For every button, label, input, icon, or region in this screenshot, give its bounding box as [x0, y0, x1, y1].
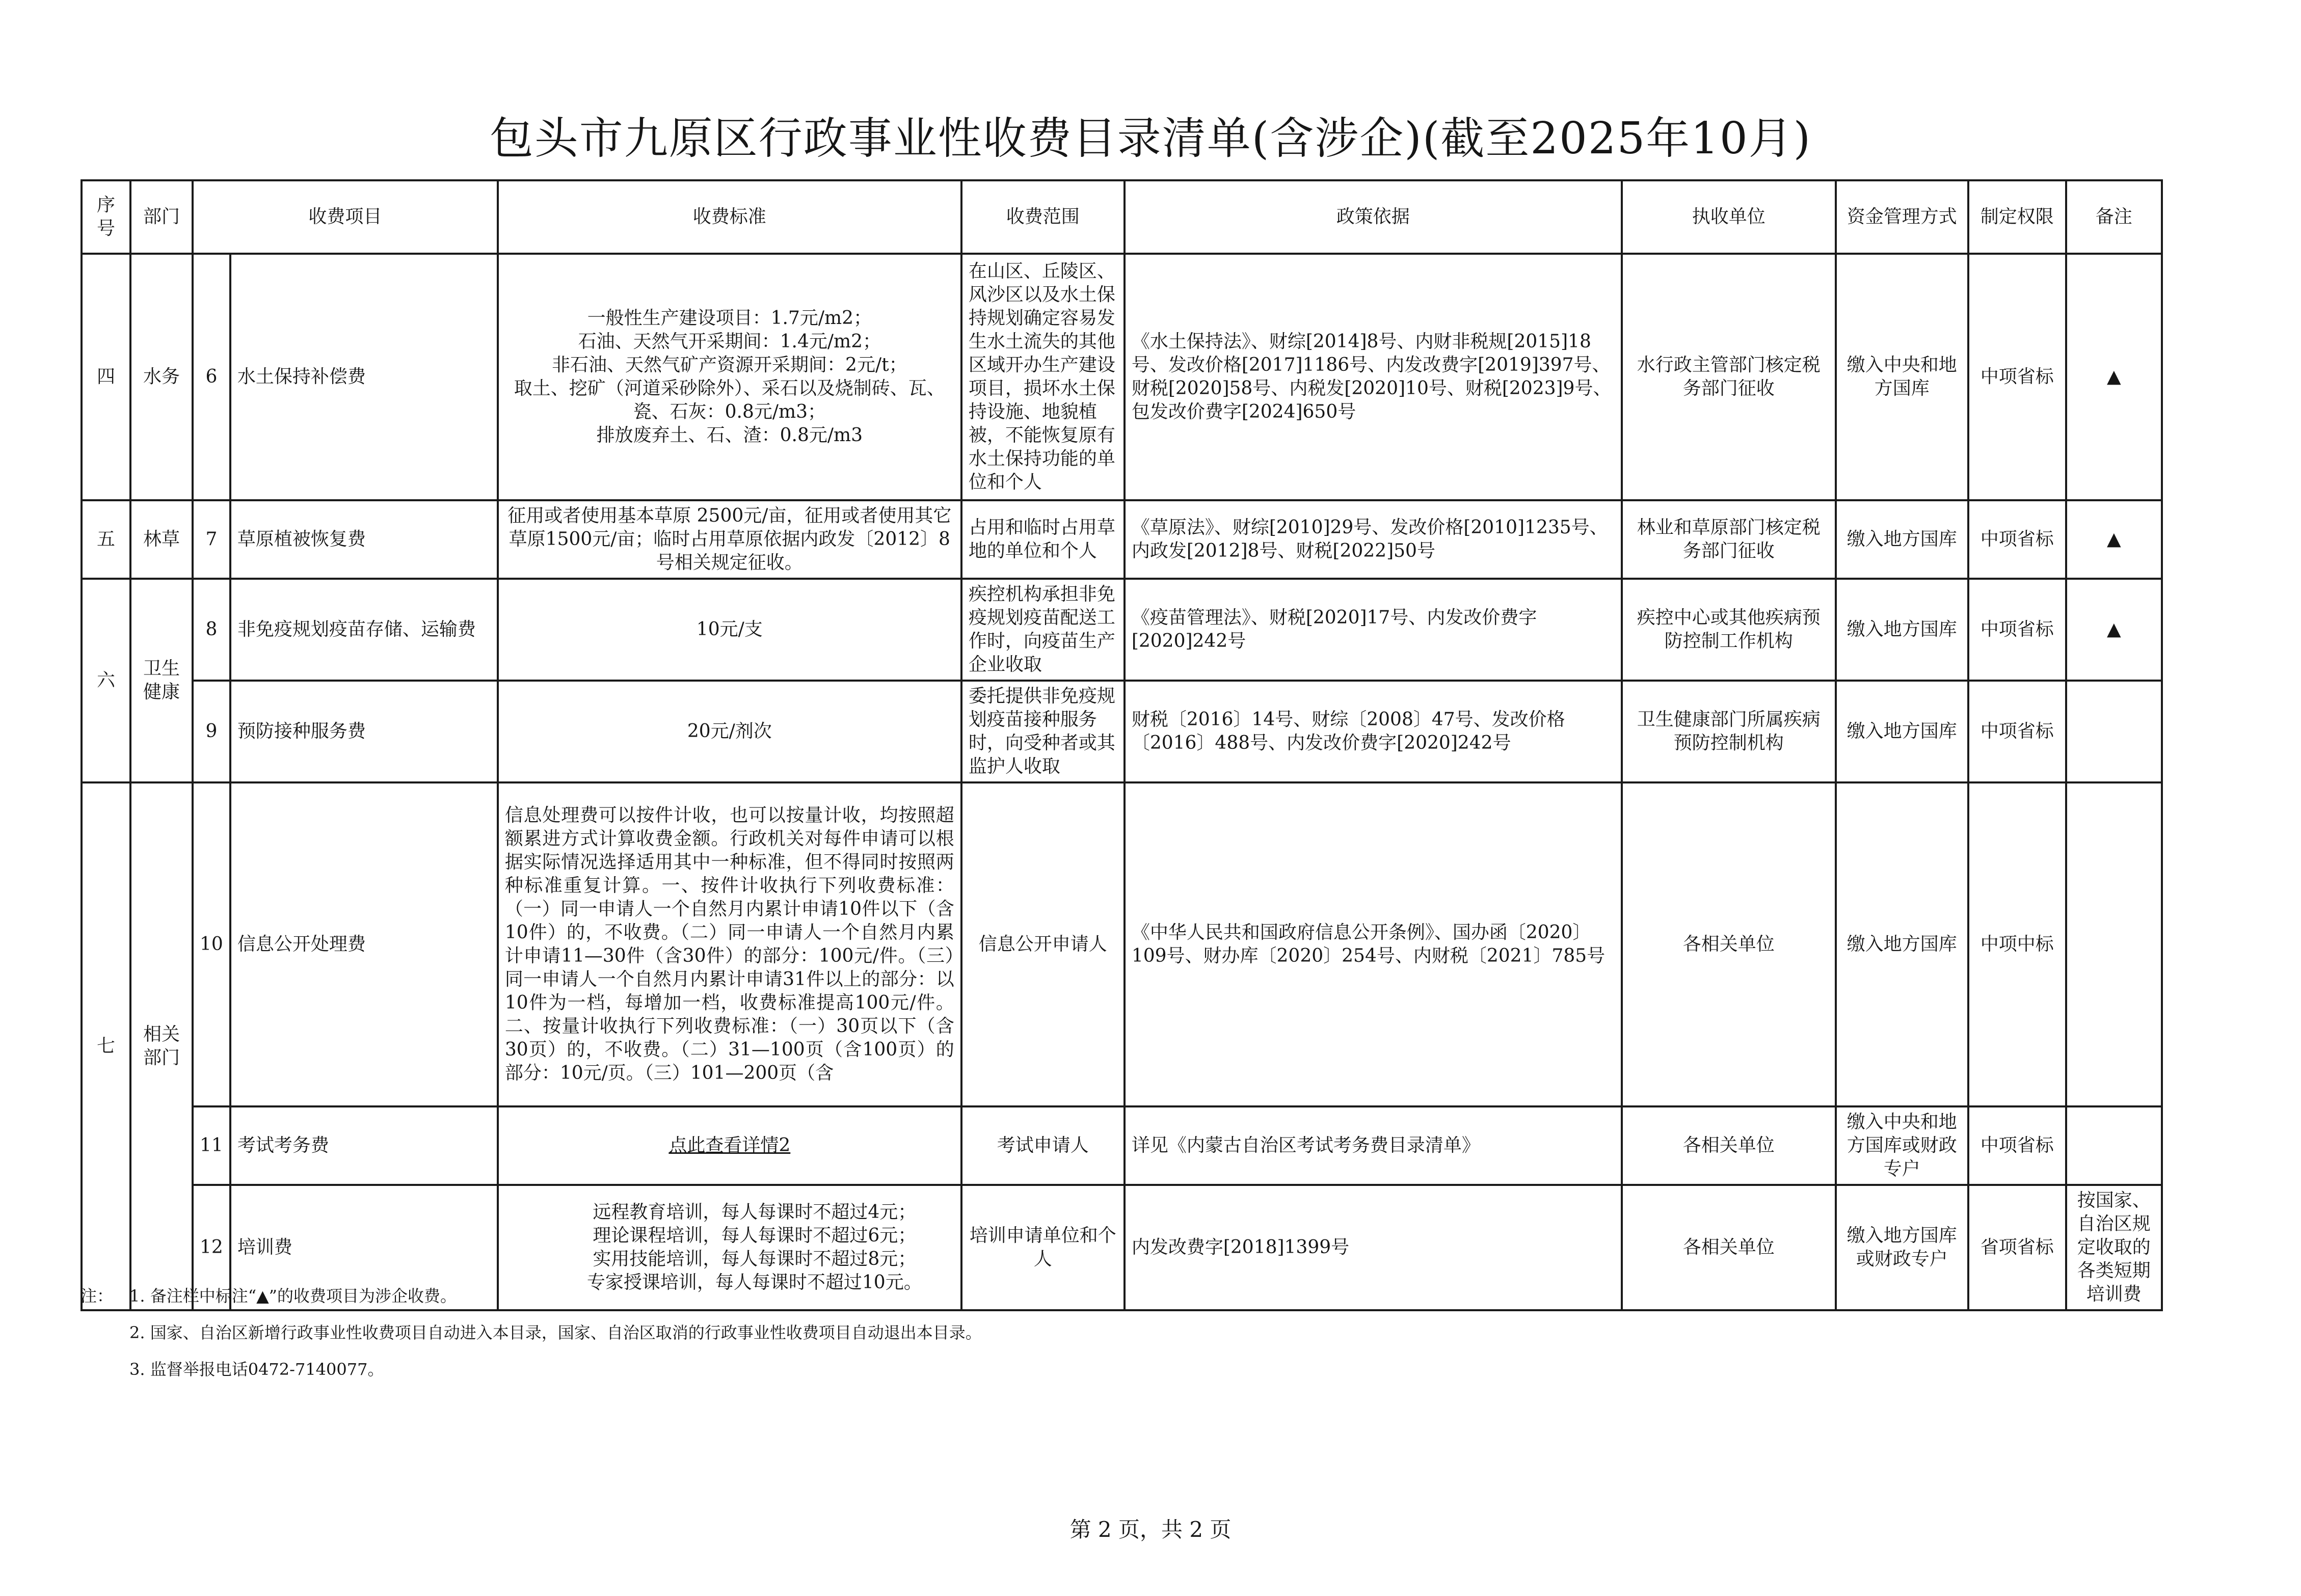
group-seq: 五	[82, 500, 130, 579]
header-seq: 序号	[82, 180, 130, 254]
remark-text: 按国家、自治区规定收取的各类短期培训费	[2066, 1185, 2162, 1310]
fee-scope: 委托提供非免疫规划疫苗接种服务时，向受种者或其监护人收取	[961, 681, 1125, 782]
group-seq: 七	[82, 782, 130, 1310]
group-dept: 水务	[130, 254, 193, 500]
fund-management: 缴入中央和地方国库	[1836, 254, 1968, 500]
fund-management: 缴入地方国库或财政专户	[1836, 1185, 1968, 1310]
row-number: 12	[193, 1185, 230, 1310]
group-seq: 四	[82, 254, 130, 500]
note-item	[81, 1351, 2220, 1388]
fee-scope: 疾控机构承担非免疫规划疫苗配送工作时，向疫苗生产企业收取	[961, 579, 1125, 681]
header-collector: 执收单位	[1622, 180, 1836, 254]
fee-item: 预防接种服务费	[230, 681, 498, 782]
collecting-unit: 各相关单位	[1622, 1106, 1836, 1185]
pricing-authority: 省项省标	[1968, 1185, 2066, 1310]
header-item: 收费项目	[193, 180, 498, 254]
header-basis: 政策依据	[1125, 180, 1622, 254]
notes-section	[81, 1278, 2220, 1388]
table-row	[82, 1106, 2162, 1185]
document-title: 包头市九原区行政事业性收费目录清单(含涉企)(截至2025年10月)	[489, 113, 1812, 164]
standard-line: 取土、挖矿（河道采砂除外）、采石以及烧制砖、瓦、瓷、石灰：0.8元/m3；	[514, 378, 945, 422]
note-item	[81, 1314, 2220, 1351]
fee-standard: 20元/剂次	[498, 681, 961, 782]
enterprise-fee-mark: ▲	[2066, 579, 2162, 681]
fee-scope: 信息公开申请人	[961, 782, 1125, 1106]
fund-management: 缴入地方国库	[1836, 500, 1968, 579]
fee-scope: 在山区、丘陵区、风沙区以及水土保持规划确定容易发生水土流失的其他区域开办生产建设项目，损坏水土保持设施、地貌植被，不能恢复原有水土保持功能的单位和个人	[961, 254, 1125, 500]
pricing-authority: 中项省标	[1968, 254, 2066, 500]
header-fund: 资金管理方式	[1836, 180, 1968, 254]
standard-line: 专家授课培训，每人每课时不超过10元。	[586, 1272, 922, 1293]
row-number: 6	[193, 254, 230, 500]
collecting-unit: 各相关单位	[1622, 1185, 1836, 1310]
row-number: 10	[193, 782, 230, 1106]
policy-basis: 财税〔2016〕14号、财综〔2008〕47号、发改价格〔2016〕488号、内发改价费字[2020]242号	[1125, 681, 1622, 782]
fee-item: 培训费	[230, 1185, 498, 1310]
fund-management: 缴入地方国库	[1836, 681, 1968, 782]
fund-management: 缴入中央和地方国库或财政专户	[1836, 1106, 1968, 1185]
fee-item: 考试考务费	[230, 1106, 498, 1185]
fee-scope: 考试申请人	[961, 1106, 1125, 1185]
fee-standard: 10元/支	[498, 579, 961, 681]
group-dept: 相关部门	[130, 782, 193, 1310]
note-item	[81, 1278, 2220, 1314]
policy-basis: 《草原法》、财综[2010]29号、发改价格[2010]1235号、内政发[2012]8号、财税[2022]50号	[1125, 500, 1622, 579]
enterprise-fee-mark	[2066, 681, 2162, 782]
collecting-unit: 水行政主管部门核定税务部门征收	[1622, 254, 1836, 500]
standard-line: 远程教育培训，每人每课时不超过4元；	[593, 1202, 917, 1223]
pricing-authority: 中项省标	[1968, 1106, 2066, 1185]
fund-management: 缴入地方国库	[1836, 579, 1968, 681]
fund-management: 缴入地方国库	[1836, 782, 1968, 1106]
group-dept: 林草	[130, 500, 193, 579]
page-number: 第 2 页，共 2 页	[1069, 1517, 1232, 1542]
enterprise-fee-mark	[2066, 782, 2162, 1106]
policy-basis: 详见《内蒙古自治区考试考务费目录清单》	[1125, 1106, 1622, 1185]
group-dept: 卫生健康	[130, 579, 193, 782]
fee-scope: 占用和临时占用草地的单位和个人	[961, 500, 1125, 579]
fee-item: 草原植被恢复费	[230, 500, 498, 579]
fee-item: 非免疫规划疫苗存储、运输费	[230, 579, 498, 681]
standard-line: 排放废弃土、石、渣：0.8元/m3	[596, 425, 863, 446]
pricing-authority: 中项省标	[1968, 500, 2066, 579]
collecting-unit: 卫生健康部门所属疾病预防控制机构	[1622, 681, 1836, 782]
collecting-unit: 各相关单位	[1622, 782, 1836, 1106]
fee-standard	[498, 1106, 961, 1185]
table-header-row	[82, 180, 2162, 254]
header-remark: 备注	[2066, 180, 2162, 254]
policy-basis: 《中华人民共和国政府信息公开条例》、国办函〔2020〕109号、财办库〔2020〕254号、内财税〔2021〕785号	[1125, 782, 1622, 1106]
row-number: 11	[193, 1106, 230, 1185]
fee-standard	[498, 782, 961, 1106]
enterprise-fee-mark: ▲	[2066, 500, 2162, 579]
header-dept: 部门	[130, 180, 193, 254]
fee-scope: 培训申请单位和个人	[961, 1185, 1125, 1310]
policy-basis: 《疫苗管理法》、财税[2020]17号、内发改价费字[2020]242号	[1125, 579, 1622, 681]
standard-line: 理论课程培训，每人每课时不超过6元；	[593, 1225, 917, 1246]
pricing-authority: 中项省标	[1968, 681, 2066, 782]
policy-basis: 内发改费字[2018]1399号	[1125, 1185, 1622, 1310]
standard-line: 实用技能培训，每人每课时不超过8元；	[593, 1249, 917, 1269]
header-standard: 收费标准	[498, 180, 961, 254]
fee-standard: 征用或者使用基本草原 2500元/亩，征用或者使用其它草原1500元/亩；临时占用草原依据内政发〔2012〕8号相关规定征收。	[498, 500, 961, 579]
header-scope: 收费范围	[961, 180, 1125, 254]
standard-line: 石油、天然气开采期间：1.4元/m2；	[578, 331, 881, 352]
fee-standard-text: 信息处理费可以按件计收，也可以按量计收，均按照超额累进方式计算收费金额。行政机关对每件申请可以根据实际情况选择适用其中一种标准，但不得同时按照两种标准重复计算。一、按件计收执行下列收费标准：（一）同一申请人一个自然月内累计申请10件以下（含10件）的，不收费。（二）同一申请人一个自然月内累计申请11—30件（含30件）的部分：100元/件。（三）同一申请人一个自然月内累计申请31件以上的部分：以10件为一档，每增加一档，收费标准提高100元/件。二、按量计收执行下列收费标准：（一）30页以下（含30页）的，不收费。（二）31—100页（含100页）的部分：10元/页。（三）101—200页（含	[504, 805, 954, 1084]
note-text: 3. 监督举报电话0472-7140077。	[129, 1360, 384, 1379]
enterprise-fee-mark: ▲	[2066, 254, 2162, 500]
enterprise-fee-mark	[2066, 1106, 2162, 1185]
row-number: 7	[193, 500, 230, 579]
view-details-link[interactable]: 点此查看详情2	[668, 1135, 791, 1156]
notes-label: 注：	[81, 1286, 114, 1306]
header-authority: 制定权限	[1968, 180, 2066, 254]
row-number: 8	[193, 579, 230, 681]
standard-line: 一般性生产建设项目：1.7元/m2；	[587, 308, 872, 329]
collecting-unit: 林业和草原部门核定税务部门征收	[1622, 500, 1836, 579]
pricing-authority: 中项省标	[1968, 579, 2066, 681]
table-row	[82, 500, 2162, 579]
row-number: 9	[193, 681, 230, 782]
note-text: 2. 国家、自治区新增行政事业性收费项目自动进入本目录，国家、自治区取消的行政事业性收费项目自动退出本目录。	[129, 1323, 982, 1342]
table-row	[82, 782, 2162, 1106]
fee-item: 水土保持补偿费	[230, 254, 498, 500]
standard-line: 非石油、天然气矿产资源开采期间：2元/t；	[552, 355, 907, 375]
note-text: 1. 备注栏中标注“▲”的收费项目为涉企收费。	[129, 1286, 457, 1306]
table-row	[82, 681, 2162, 782]
fee-item: 信息公开处理费	[230, 782, 498, 1106]
fee-catalog-table	[81, 179, 2163, 1311]
group-seq: 六	[82, 579, 130, 782]
table-row	[82, 579, 2162, 681]
fee-standard	[498, 254, 961, 500]
policy-basis: 《水土保持法》、财综[2014]8号、内财非税规[2015]18号、发改价格[2017]1186号、内发改费字[2019]397号、财税[2020]58号、内税发[2020]10号、财税[2023]9号、包发改价费字[2024]650号	[1125, 254, 1622, 500]
collecting-unit: 疾控中心或其他疾病预防控制工作机构	[1622, 579, 1836, 681]
pricing-authority: 中项中标	[1968, 782, 2066, 1106]
table-row	[82, 254, 2162, 500]
